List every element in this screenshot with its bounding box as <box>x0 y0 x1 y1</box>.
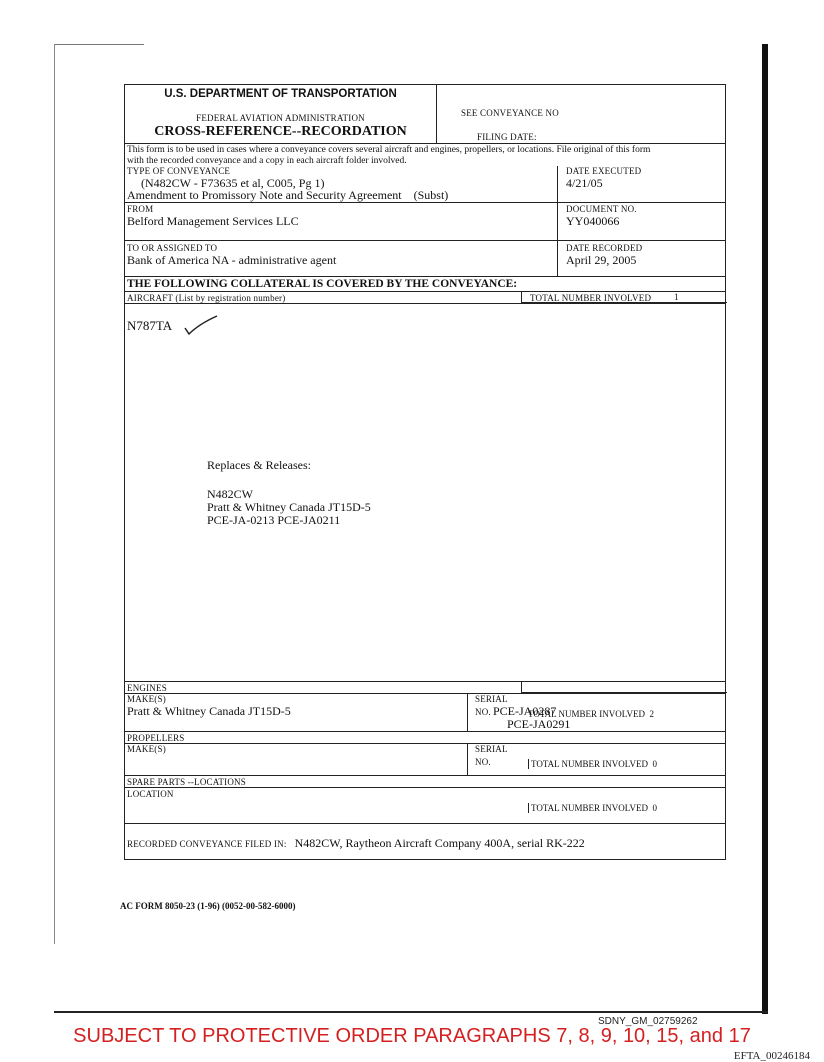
propellers-no-label: NO. <box>475 757 491 767</box>
to-value: Bank of America NA - administrative agent <box>127 253 337 267</box>
engine-serial: PCE-JA0287 <box>493 704 557 718</box>
from-label: FROM <box>127 204 154 214</box>
collateral-heading: THE FOLLOWING COLLATERAL IS COVERED BY THE CONVEYANCE: <box>127 278 518 290</box>
spare-parts-total: TOTAL NUMBER INVOLVED 0 <box>528 803 659 813</box>
date-executed-value: 4/21/05 <box>566 176 603 190</box>
efta-number: EFTA_00246184 <box>733 1050 810 1062</box>
engines-total-box <box>521 682 727 693</box>
instructions-line-2: with the recorded conveyance and a copy in each aircraft folder involved. <box>127 156 407 166</box>
engines-total: TOTAL NUMBER INVOLVED 2 <box>528 709 654 719</box>
engines-serial-label: SERIAL <box>475 694 508 704</box>
conveyance-form <box>124 84 726 860</box>
engine-serial: PCE-JA0291 <box>507 717 571 731</box>
propellers-label: PROPELLERS <box>127 733 185 743</box>
type-of-conveyance-row <box>125 166 725 202</box>
spare-parts-label: SPARE PARTS --LOCATIONS <box>127 777 246 787</box>
instructions <box>125 143 725 166</box>
replaces-item: N482CW <box>207 487 253 501</box>
propellers-total: TOTAL NUMBER INVOLVED 0 <box>528 759 659 769</box>
bates-number: SDNY_GM_02759262 <box>598 1016 698 1027</box>
date-recorded-value: April 29, 2005 <box>566 253 637 267</box>
spare-parts-section <box>125 775 725 823</box>
engines-make-label: MAKE(S) <box>127 694 166 704</box>
aircraft-label: AIRCRAFT (List by registration number) <box>127 293 286 303</box>
date-executed-label: DATE EXECUTED <box>566 166 642 176</box>
date-recorded-label: DATE RECORDED <box>566 243 643 253</box>
location-label: LOCATION <box>127 789 174 799</box>
replaces-item: PCE-JA-0213 PCE-JA0211 <box>207 513 341 527</box>
propellers-serial-label: SERIAL <box>475 744 508 754</box>
see-conveyance-label: SEE CONVEYANCE NO <box>461 108 559 118</box>
to-label: TO OR ASSIGNED TO <box>127 243 218 253</box>
form-title: CROSS-REFERENCE--RECORDATION <box>154 124 407 139</box>
filing-date-label: FILING DATE: <box>477 132 537 142</box>
document-no-value: YY040066 <box>566 214 620 228</box>
aircraft-total-box: TOTAL NUMBER INVOLVED 1 <box>521 292 727 303</box>
checkmark-icon <box>183 314 219 336</box>
type-of-conveyance-line-2: Amendment to Promissory Note and Security Agreement (Subst) <box>127 188 449 202</box>
protective-order-notice: SUBJECT TO PROTECTIVE ORDER PARAGRAPHS 7, 8, 9, 10, 15, and 17 <box>73 1025 751 1047</box>
from-row <box>125 202 725 240</box>
recorded-conveyance-value: N482CW, Raytheon Aircraft Company 400A, serial RK-222 <box>294 836 585 850</box>
collateral-heading-row <box>125 276 725 291</box>
form-number: AC FORM 8050-23 (1-96) (0052-00-582-6000) <box>120 901 296 911</box>
engines-make-value: Pratt & Whitney Canada JT15D-5 <box>127 704 291 718</box>
aircraft-total-value: 1 <box>674 292 679 302</box>
aircraft-registration: N787TA <box>127 318 173 333</box>
form-header <box>125 85 725 143</box>
engines-section <box>125 681 725 731</box>
scan-top-line <box>54 44 144 45</box>
engines-label: ENGINES <box>127 683 167 693</box>
aircraft-section <box>125 291 725 681</box>
replaces-label: Replaces & Releases: <box>207 458 311 472</box>
department-name: U.S. DEPARTMENT OF TRANSPORTATION <box>164 88 397 100</box>
document-no-label: DOCUMENT NO. <box>566 204 637 214</box>
scan-right-bar <box>762 44 768 1014</box>
replaces-item: Pratt & Whitney Canada JT15D-5 <box>207 500 371 514</box>
recorded-conveyance: RECORDED CONVEYANCE FILED IN: N482CW, Raytheon Aircraft Company 400A, serial RK-222 <box>127 836 585 850</box>
engines-no-label: NO. <box>475 707 491 717</box>
recorded-conveyance-row <box>125 823 725 859</box>
propellers-make-label: MAKE(S) <box>127 744 166 754</box>
scan-bottom-line <box>54 1011 768 1013</box>
agency-name: FEDERAL AVIATION ADMINISTRATION <box>196 113 365 123</box>
to-row <box>125 240 725 276</box>
type-of-conveyance-label: TYPE OF CONVEYANCE <box>127 166 231 176</box>
type-of-conveyance-line-1: (N482CW - F73635 et al, C005, Pg 1) <box>141 176 325 190</box>
from-value: Belford Management Services LLC <box>127 214 299 228</box>
scan-left-line <box>54 44 55 944</box>
instructions-line-1: This form is to be used in cases where a conveyance covers several aircraft and engines, propellers, or locations. File original of this form <box>127 145 651 155</box>
